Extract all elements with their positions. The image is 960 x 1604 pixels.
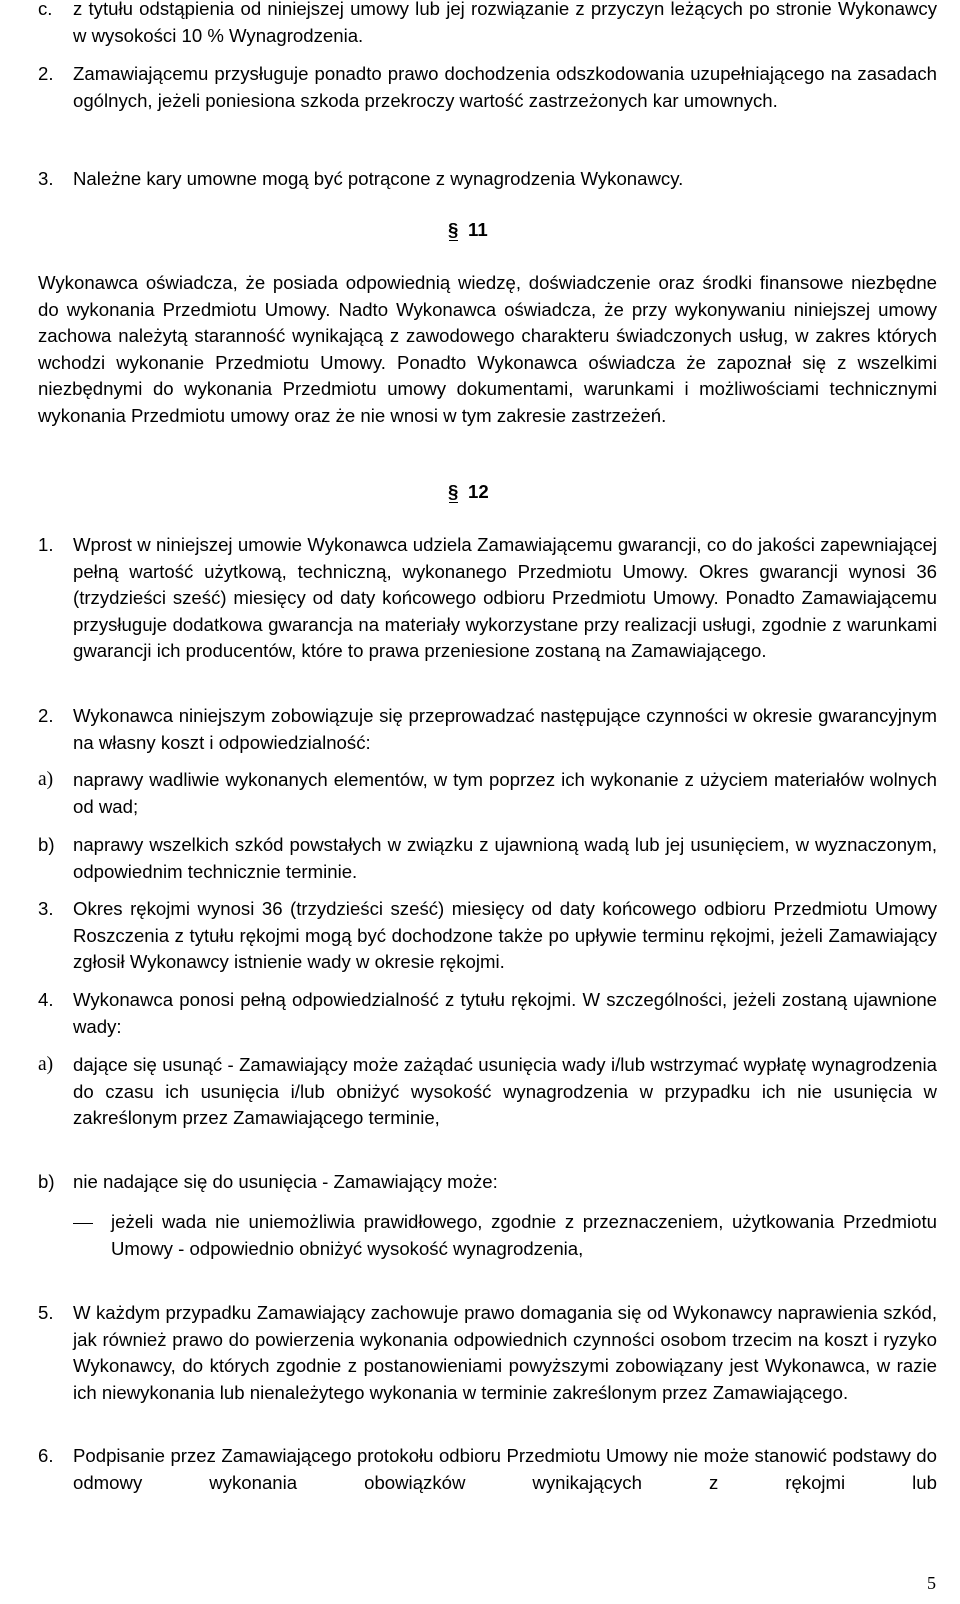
- sec12-subitem-label-2a: a): [38, 769, 54, 790]
- section-symbol: §: [448, 479, 458, 506]
- item-text-2: Zamawiającemu przysługuje ponadto prawo dochodzenia odszkodowania uzupełniającego na zasadach ogólnych, jeżeli poniesiona szkoda przekroczy wartość zastrzeżonych kar umownych.: [73, 63, 937, 111]
- dash-bullet: [73, 1223, 93, 1224]
- sec12-item-label-4: 4.: [38, 989, 54, 1010]
- sec12-item-label-2: 2.: [38, 705, 54, 726]
- sec12-subitem-text-4a: dające się usunąć - Zamawiający może zażądać usunięcia wady i/lub wstrzymać wypłatę wynagrodzenia do czasu ich usunięcia i/lub obniżyć wysokość wynagrodzenia w przypadku ich nie usunięcia w zakreślonym przez Zamawiającego terminie,: [73, 1054, 937, 1128]
- item-text-3: Należne kary umowne mogą być potrącone z wynagrodzenia Wykonawcy.: [73, 168, 684, 189]
- item-label-2: 2.: [38, 63, 54, 84]
- sec12-item-text-4: Wykonawca ponosi pełną odpowiedzialność z tytułu rękojmi. W szczególności, jeżeli zostaną ujawnione wady:: [73, 989, 937, 1037]
- sec12-subitem-text-2a: naprawy wadliwie wykonanych elementów, w tym poprzez ich wykonanie z użyciem materiałów wolnych od wad;: [73, 769, 937, 817]
- sec12-item-text-5: W każdym przypadku Zamawiający zachowuje prawo domagania się od Wykonawcy naprawienia szkód, jak również prawo do powierzenia wykonania odpowiednich czynności osobom trzecim na koszt i ryzyko Wykonawcy, do których zgodnie z postanowieniami powyższymi zobowiązany jest Wykonawca, w razie ich niewykonania lub nienależytego wykonania w terminie zakreślonym przez Zamawiającego.: [73, 1302, 937, 1403]
- sec12-item-label-5: 5.: [38, 1302, 54, 1323]
- page-number: 5: [927, 1573, 936, 1593]
- sec12-dash-item-text: jeżeli wada nie uniemożliwia prawidłowego, zgodnie z przeznaczeniem, użytkowania Przedmiotu Umowy - odpowiednio obniżyć wysokość wynagrodzenia,: [111, 1211, 937, 1259]
- section-number: 12: [468, 481, 489, 502]
- sec12-item-text-1: Wprost w niniejszej umowie Wykonawca udziela Zamawiającemu gwarancji, co do jakości zapewniającej pełną wartość użytkową, techniczną, wykonanego Przedmiotu Umowy. Okres gwarancji wynosi 36 (trzydzieści sześć) miesięcy od daty końcowego odbioru Przedmiotu Umowy. Ponadto Zamawiającemu przysługuje dodatkowa gwarancja na materiały wykorzystane przy realizacji usługi, zgodnie z warunkami gwarancji ich producentów, które to prawa przeniesione zostaną na Zamawiającego.: [73, 534, 937, 661]
- section-number: 11: [468, 219, 488, 240]
- sec12-subitem-text-4b: nie nadające się do usunięcia - Zamawiający może:: [73, 1171, 498, 1192]
- item-text-c: z tytułu odstąpienia od niniejszej umowy lub jej rozwiązanie z przyczyn leżących po stronie Wykonawcy w wysokości 10 % Wynagrodzenia.: [73, 0, 937, 46]
- sec12-subitem-label-2b: b): [38, 834, 55, 855]
- sec12-item-label-6: 6.: [38, 1445, 54, 1466]
- sec12-item-text-6: Podpisanie przez Zamawiającego protokołu odbioru Przedmiotu Umowy nie może stanowić podstawy do odmowy wykonania obowiązków wynikających z rękojmi lub: [73, 1445, 937, 1493]
- sec12-subitem-label-4a: a): [38, 1054, 54, 1075]
- sec12-item-text-2: Wykonawca niniejszym zobowiązuje się przeprowadzać następujące czynności w okresie gwarancyjnym na własny koszt i odpowiedzialność:: [73, 705, 937, 753]
- sec12-item-text-3: Okres rękojmi wynosi 36 (trzydzieści sześć) miesięcy od daty końcowego odbioru Przedmiotu Umowy Roszczenia z tytułu rękojmi mogą być dochodzone także po upływie terminu rękojmi, jeżeli Zamawiający zgłosił Wykonawcy istnienie wady w okresie rękojmi.: [73, 898, 937, 972]
- section-11-text: Wykonawca oświadcza, że posiada odpowiednią wiedzę, doświadczenie oraz środki finansowe niezbędne do wykonania Przedmiotu Umowy. Nadto Wykonawca oświadcza, że przy wykonywaniu niniejszej umowy zachowa należytą staranność wynikającą z zawodowego charakteru świadczonych usług, w zakres których wchodzi wykonanie Przedmiotu Umowy. Ponadto Wykonawca oświadcza że zapoznał się z wszelkimi niezbędnymi do wykonania Przedmiotu umowy dokumentami, warunkami i możliwościami technicznymi wykonania Przedmiotu umowy oraz że nie wnosi w tym zakresie zastrzeżeń.: [38, 272, 937, 426]
- sec12-item-label-1: 1.: [38, 534, 54, 555]
- item-label-3: 3.: [38, 168, 54, 189]
- sec12-subitem-label-4b: b): [38, 1171, 55, 1192]
- item-label-c: c.: [38, 0, 53, 19]
- sec12-item-label-3: 3.: [38, 898, 54, 919]
- sec12-subitem-text-2b: naprawy wszelkich szkód powstałych w związku z ujawnioną wadą lub jej usunięciem, w wyznaczonym, odpowiednim technicznie terminie.: [73, 834, 937, 882]
- section-symbol: §: [448, 217, 458, 244]
